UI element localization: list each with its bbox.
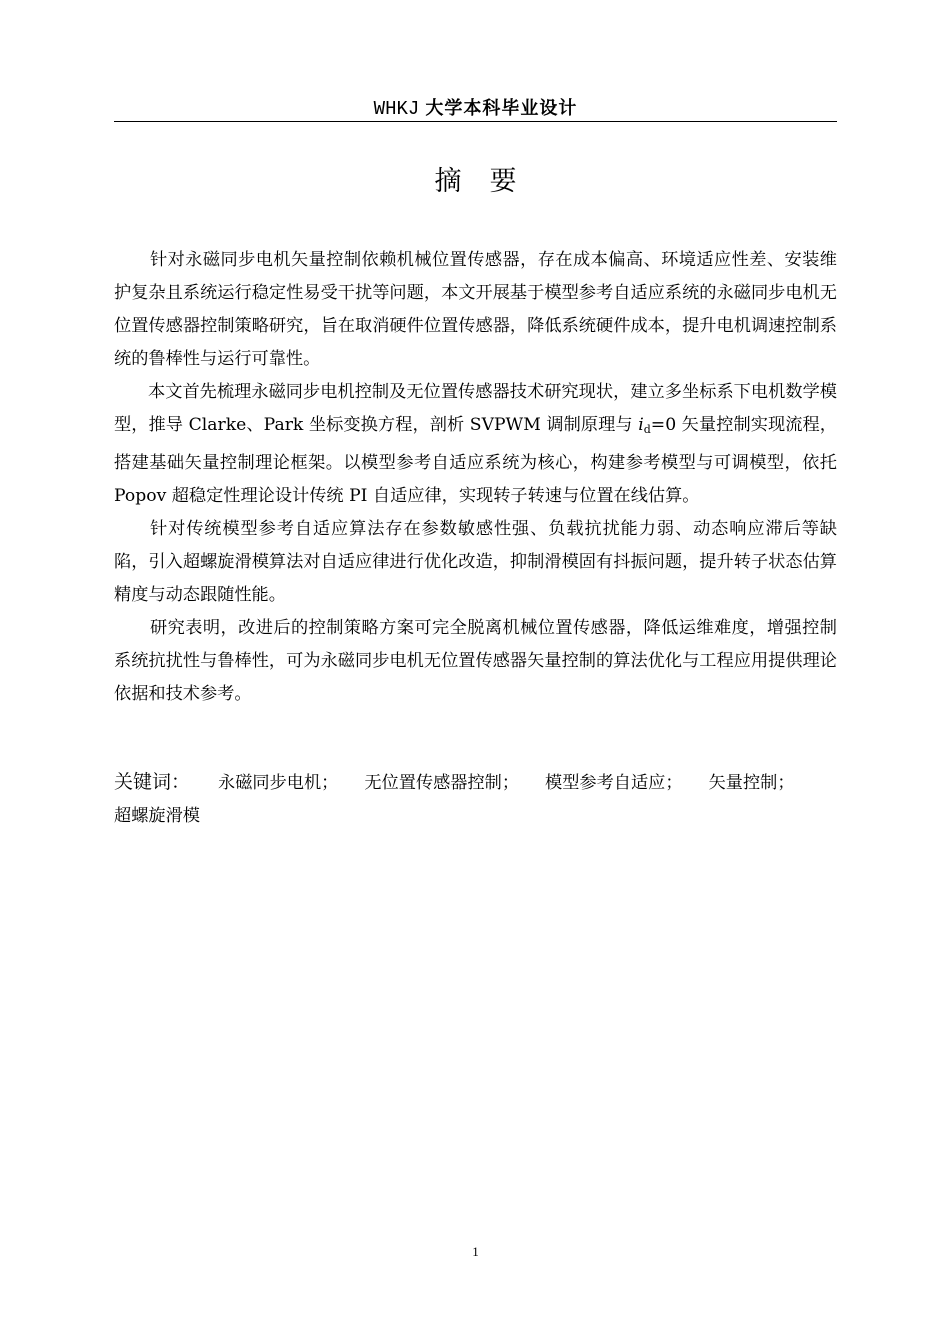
abstract-paragraph-2 <box>114 376 837 512</box>
abstract-body <box>114 244 837 711</box>
paragraph-2-text-before: 本文首先梳理永磁同步电机控制及无位置传感器技术研究现状，建立多坐标系下电机数学模型，推导 Clarke、Park 坐标变换方程，剖析 SVPWM 调制原理与 <box>114 382 837 436</box>
keyword-item: 超螺旋滑模 <box>114 806 200 826</box>
abstract-paragraph-4: 研究表明，改进后的控制策略方案可完全脱离机械位置传感器，降低运维难度，增强控制系统抗扰性与鲁棒性，可为永磁同步电机无位置传感器矢量控制的算法优化与工程应用提供理论依据和技术参考。 <box>114 618 837 705</box>
current-variable-subscript: d <box>643 423 651 437</box>
keywords-label: 关键词： <box>114 771 191 793</box>
page-number: 1 <box>472 1244 479 1259</box>
page-title: 摘要 <box>434 166 545 197</box>
header-prefix: WHKJ <box>373 98 420 120</box>
header-title: 大学本科毕业设计 <box>425 98 578 119</box>
current-variable: i <box>638 415 644 436</box>
keyword-item: 永磁同步电机； <box>218 773 339 793</box>
keyword-item: 矢量控制； <box>708 773 795 793</box>
keywords-line <box>114 766 837 833</box>
abstract-paragraph-1: 针对永磁同步电机矢量控制依赖机械位置传感器，存在成本偏高、环境适应性差、安装维护复杂且系统运行稳定性易受干扰等问题，本文开展基于模型参考自适应系统的永磁同步电机无位置传感器控制策略研究，旨在取消硬件位置传感器，降低系统硬件成本，提升电机调速控制系统的鲁棒性与运行可靠性。 <box>114 250 837 370</box>
running-header <box>114 96 837 120</box>
header-rule <box>114 121 837 122</box>
keyword-item: 模型参考自适应； <box>545 773 683 793</box>
keyword-item: 无位置传感器控制； <box>364 773 520 793</box>
abstract-paragraph-3: 针对传统模型参考自适应算法存在参数敏感性强、负载抗扰能力弱、动态响应滞后等缺陷，引入超螺旋滑模算法对自适应律进行优化改造，抑制滑模固有抖振问题，提升转子状态估算精度与动态跟随性能。 <box>114 518 837 605</box>
paragraph-2-text-after: =0 矢量控制实现流程，搭建基础矢量控制理论框架。以模型参考自适应系统为核心，构建参考模型与可调模型，依托 Popov 超稳定性理论设计传统 PI 自适应律，实现转子转速与位置在线估算。 <box>114 415 837 506</box>
